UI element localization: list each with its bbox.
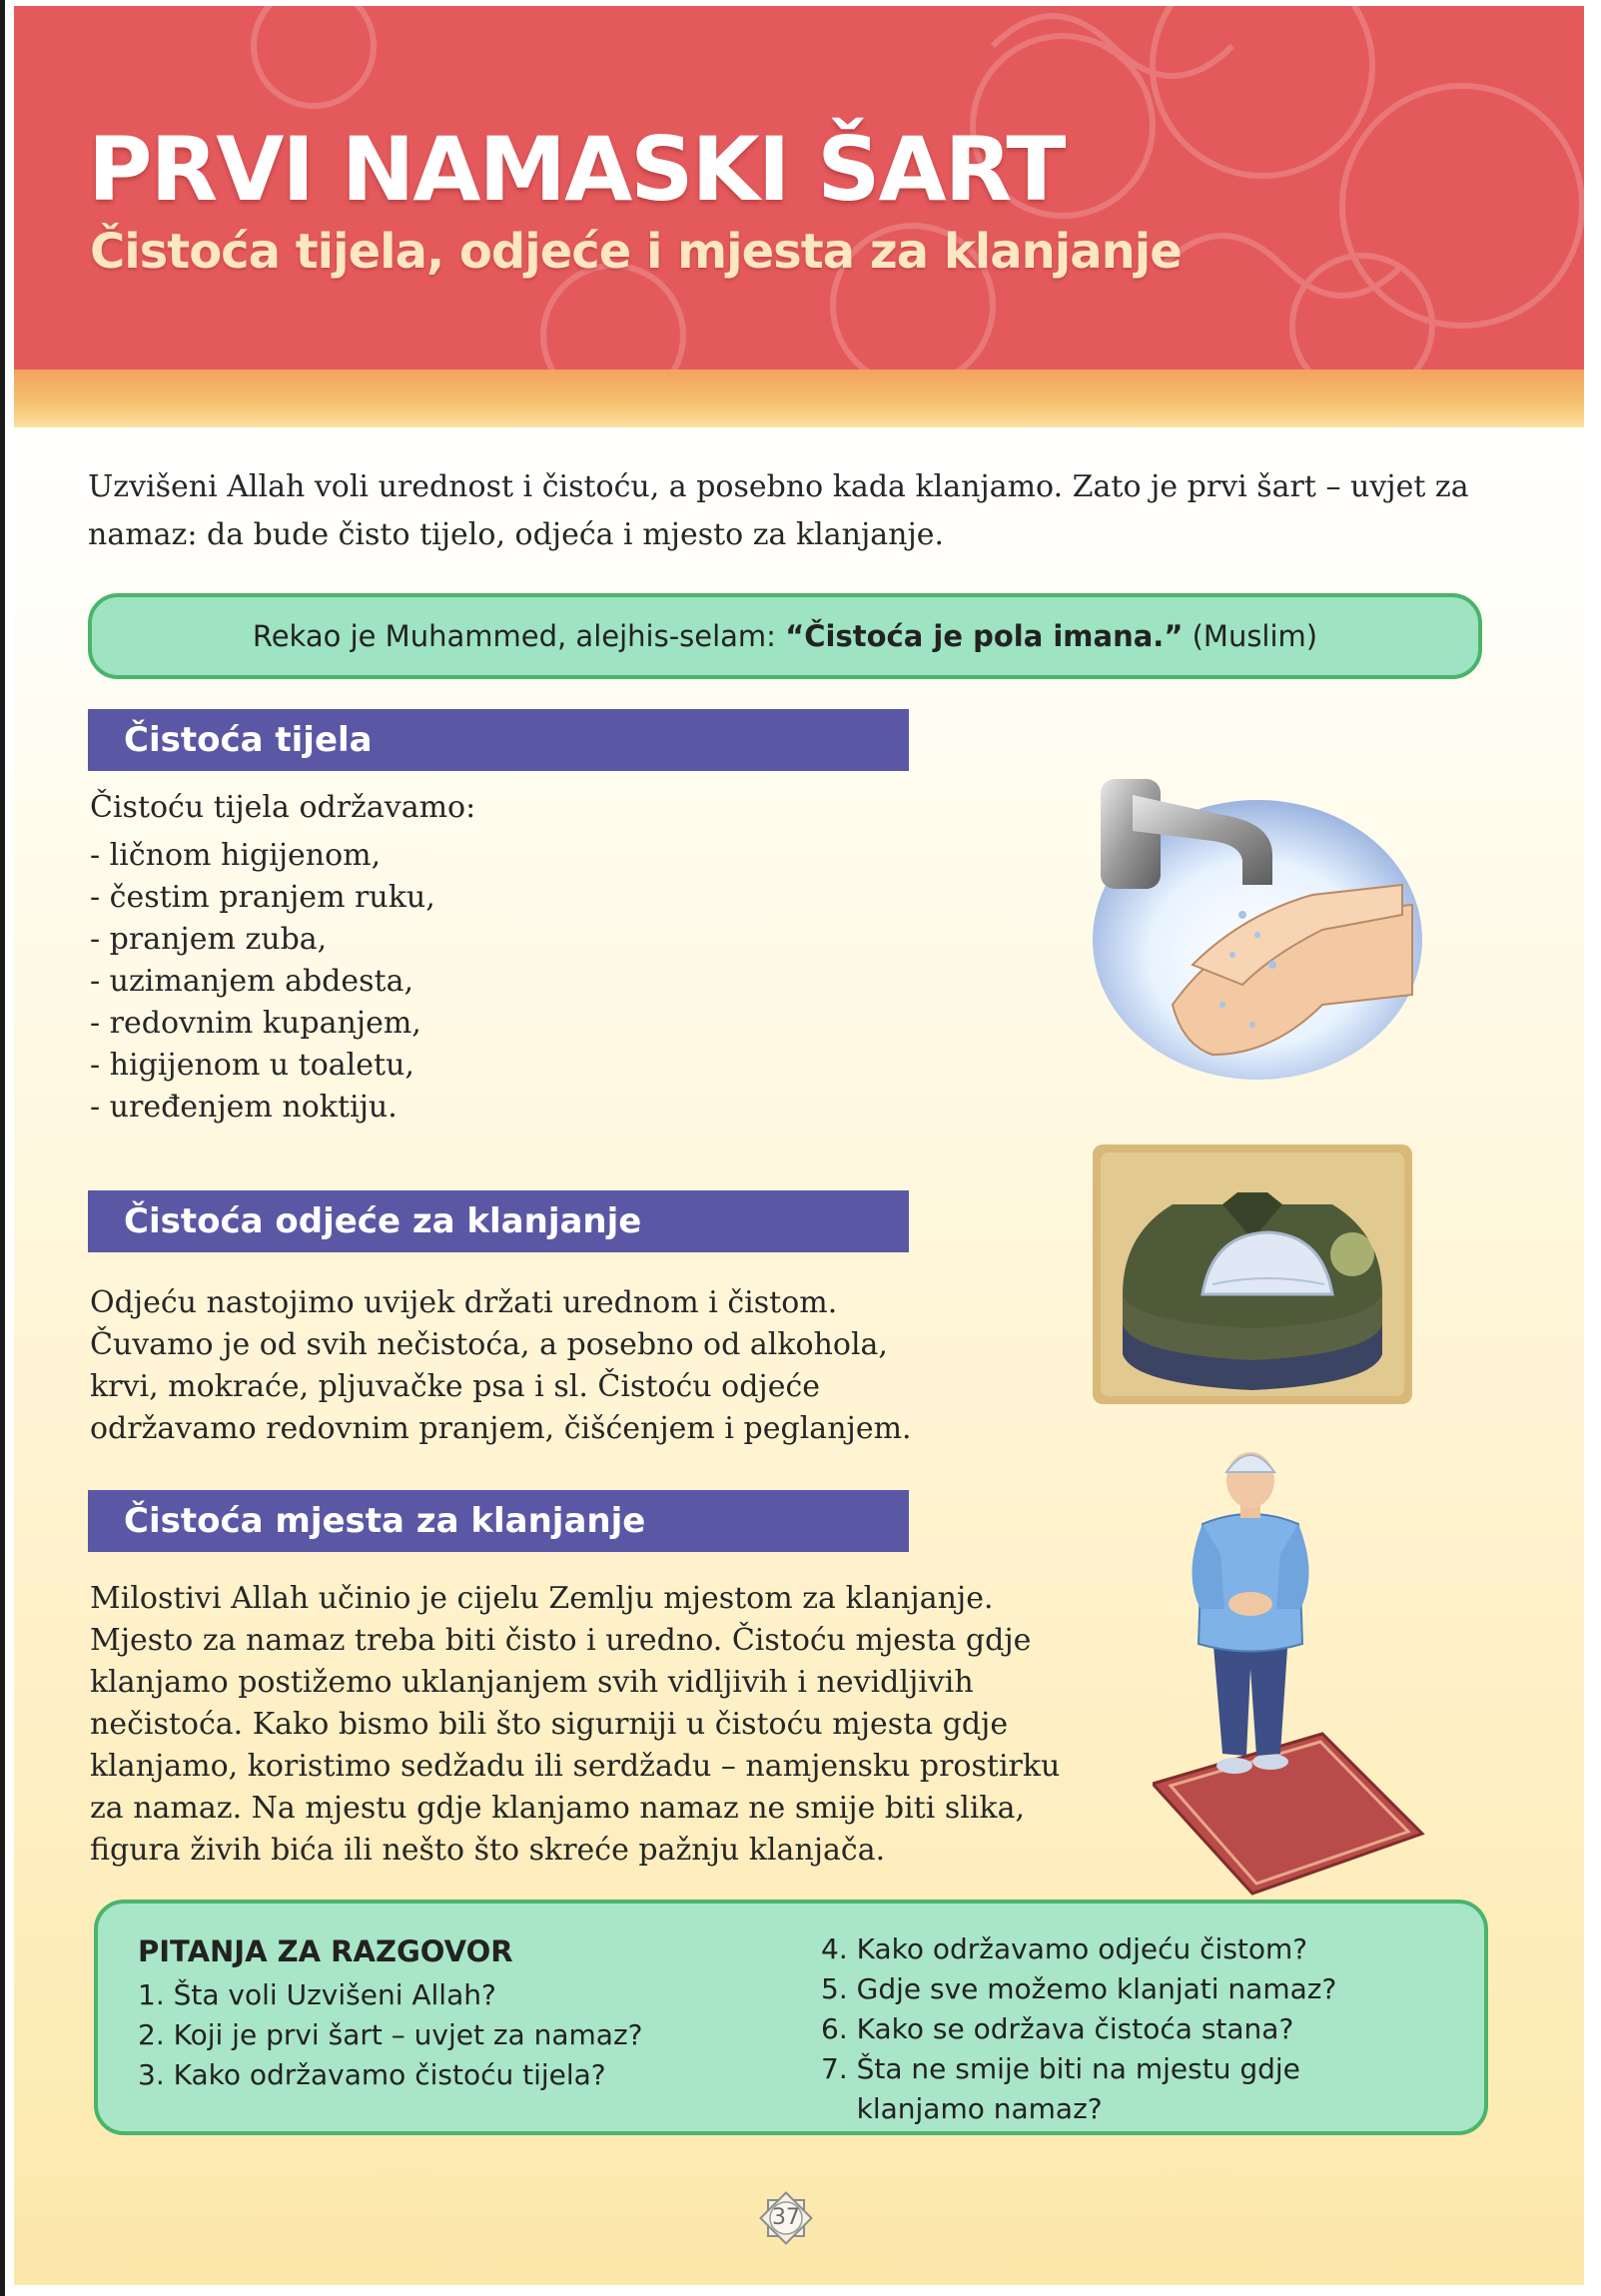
- text-line: figura živih bića ili nešto što skreće pažnju klanjača.: [90, 1833, 886, 1868]
- intro-paragraph: [88, 463, 1516, 559]
- page-edge-shadow: [0, 0, 5, 2296]
- questions-right-column: [821, 1929, 1336, 2129]
- hadith-quote-box: [88, 593, 1482, 679]
- question-item: 7. Šta ne smije biti na mjestu gdje: [821, 2052, 1300, 2085]
- text-line: klanjamo postižemo uklanjanjem svih vidljivih i nevidljivih: [90, 1665, 974, 1700]
- text-line: Čuvamo je od svih nečistoća, a posebno od alkohola,: [90, 1327, 888, 1362]
- question-item: 6. Kako se održava čistoća stana?: [821, 2012, 1294, 2045]
- questions-left-column: [138, 1931, 643, 2095]
- list-item: - redovnim kupanjem,: [90, 1006, 421, 1041]
- text-line: Odjeću nastojimo uvijek držati urednom i čistom.: [90, 1285, 838, 1320]
- page-title: PRVI NAMASKI ŠART: [88, 118, 1065, 221]
- text-line: za namaz. Na mjestu gdje klanjamo namaz ne smije biti slika,: [90, 1791, 1026, 1826]
- washing-hands-illustration: [1073, 765, 1432, 1095]
- page-number: 37: [772, 2205, 800, 2230]
- list-item: - uređenjem noktiju.: [90, 1090, 398, 1125]
- quote-emphasis: “Čistoća je pola imana.”: [785, 619, 1184, 653]
- questions-heading: PITANJA ZA RAZGOVOR: [138, 1934, 513, 1968]
- text-line: klanjamo, koristimo sedžadu ili serdžadu – namjensku prostirku: [90, 1749, 1061, 1784]
- header-banner: [14, 6, 1584, 370]
- question-item: 2. Koji je prvi šart – uvjet za namaz?: [138, 2018, 643, 2051]
- list-item: - čestim pranjem ruku,: [90, 880, 435, 915]
- text-line: održavamo redovnim pranjem, čišćenjem i peglanjem.: [90, 1411, 912, 1446]
- text-line: Milostivi Allah učinio je cijelu Zemlju mjestom za klanjanje.: [90, 1581, 994, 1616]
- list-item: - ličnom higijenom,: [90, 838, 382, 873]
- list-item: - higijenom u toaletu,: [90, 1048, 414, 1083]
- section-heading-body: Čistoća tijela: [88, 709, 909, 771]
- body-cleanliness-text: [90, 787, 475, 1129]
- place-cleanliness-text: [90, 1578, 1060, 1872]
- quote-prefix: Rekao je Muhammed, alejhis-selam:: [252, 619, 786, 653]
- body-intro: Čistoću tijela održavamo:: [90, 790, 476, 825]
- intro-line: Uzvišeni Allah voli urednost i čistoću, a posebno kada klanjamo. Zato je prvi šart – uvjet za: [88, 469, 1469, 504]
- praying-boy-illustration: [1153, 1444, 1432, 1913]
- question-item: 1. Šta voli Uzvišeni Allah?: [138, 1978, 496, 2011]
- question-item: 4. Kako održavamo odjeću čistom?: [821, 1932, 1308, 1965]
- textbook-page: [14, 6, 1584, 2285]
- clothing-cleanliness-text: [90, 1282, 912, 1450]
- page-number-badge: [757, 2189, 815, 2247]
- section-heading-clothing: Čistoća odjeće za klanjanje: [88, 1190, 909, 1252]
- text-line: Mjesto za namaz treba biti čisto i uredno. Čistoću mjesta gdje: [90, 1623, 1032, 1658]
- discussion-questions-box: [94, 1900, 1488, 2135]
- question-item: 3. Kako održavamo čistoću tijela?: [138, 2058, 606, 2091]
- folded-clothes-illustration: [1093, 1145, 1412, 1404]
- page-subtitle: Čistoća tijela, odjeće i mjesta za klanjanje: [90, 224, 1182, 280]
- list-item: - uzimanjem abdesta,: [90, 964, 414, 999]
- text-line: krvi, mokraće, pljuvačke psa i sl. Čistoću odjeće: [90, 1369, 821, 1404]
- list-item: - pranjem zuba,: [90, 922, 328, 957]
- question-item: 5. Gdje sve možemo klanjati namaz?: [821, 1972, 1337, 2005]
- section-heading-place: Čistoća mjesta za klanjanje: [88, 1490, 909, 1552]
- header-gradient-band: [14, 370, 1584, 427]
- intro-line: namaz: da bude čisto tijelo, odjeća i mjesto za klanjanje.: [88, 517, 945, 552]
- text-line: nečistoća. Kako bismo bili što sigurniji u čistoću mjesta gdje: [90, 1707, 1009, 1742]
- quote-source: (Muslim): [1183, 619, 1318, 653]
- question-item: klanjamo namaz?: [821, 2092, 1103, 2125]
